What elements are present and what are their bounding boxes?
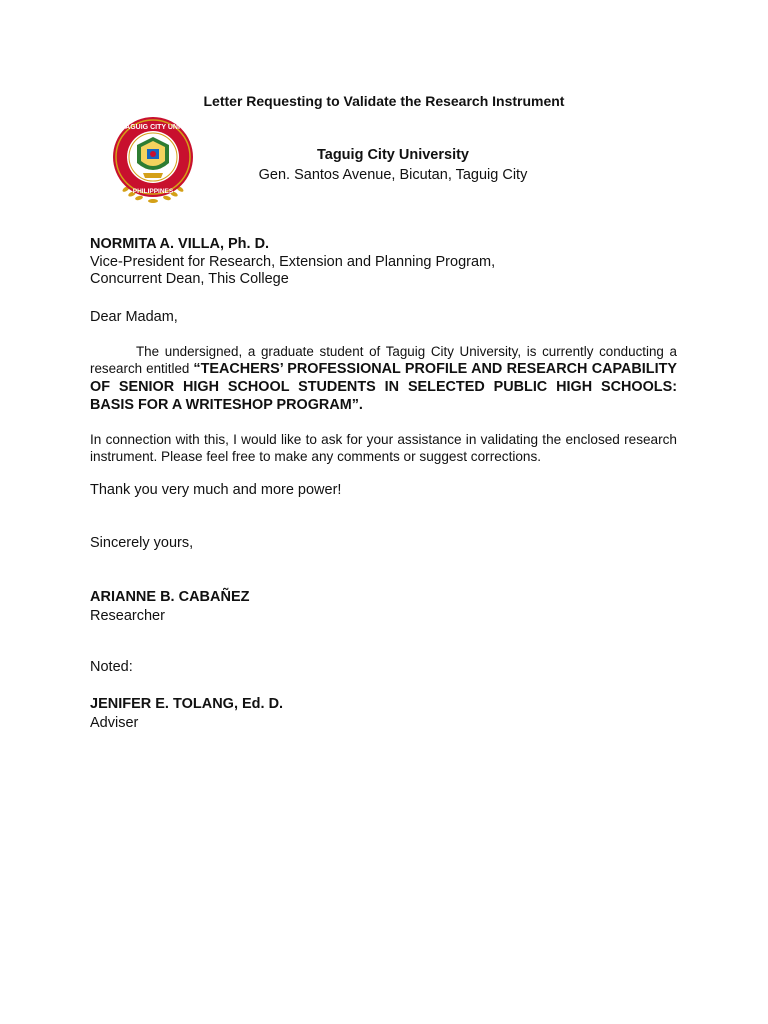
adviser-name: JENIFER E. TOLANG, Ed. D.: [90, 696, 284, 712]
thanks-line: Thank you very much and more power!: [90, 482, 342, 498]
svg-text:PHILIPPINES: PHILIPPINES: [132, 188, 174, 195]
signer-role: Researcher: [90, 608, 165, 624]
adviser-block: [90, 695, 283, 733]
university-header: [228, 145, 558, 185]
recipient-name: NORMITA A. VILLA, Ph. D.: [90, 236, 270, 252]
body-paragraph-2: In connection with this, I would like to ask for your assistance in validating the enclosed research instrument. Please feel free to make any comments or suggest corrections.: [90, 432, 677, 464]
document-title: Letter Requesting to Validate the Research Instrument: [203, 93, 565, 109]
svg-text:TAGUIG CITY UNIV: TAGUIG CITY UNIV: [121, 124, 185, 131]
salutation: Dear Madam,: [90, 309, 178, 325]
university-seal-logo: [106, 115, 200, 205]
adviser-role: Adviser: [90, 715, 139, 731]
recipient-block: [90, 236, 690, 289]
recipient-position-line2: Concurrent Dean, This College: [90, 271, 289, 287]
noted-label: Noted:: [90, 659, 133, 675]
university-address: Gen. Santos Avenue, Bicutan, Taguig City: [258, 167, 528, 183]
paragraph-1-intro: The undersigned, a graduate student of Taguig City University, is currently conducting a research entitled: [90, 344, 677, 376]
closing: Sincerely yours,: [90, 535, 194, 551]
research-title: “TEACHERS’ PROFESSIONAL PROFILE AND RESEARCH CAPABILITY OF SENIOR HIGH SCHOOL STUDENTS IN SELECTED PUBLIC HIGH SCHOOLS: BASIS FOR A WRITESHOP PROGRAM”.: [90, 361, 677, 413]
signer-name: ARIANNE B. CABAÑEZ: [90, 589, 250, 605]
university-name: Taguig City University: [316, 147, 469, 163]
body-paragraph-1: [90, 343, 677, 414]
signer-block: [90, 588, 250, 626]
recipient-position-line1: Vice-President for Research, Extension and Planning Program,: [90, 253, 496, 270]
